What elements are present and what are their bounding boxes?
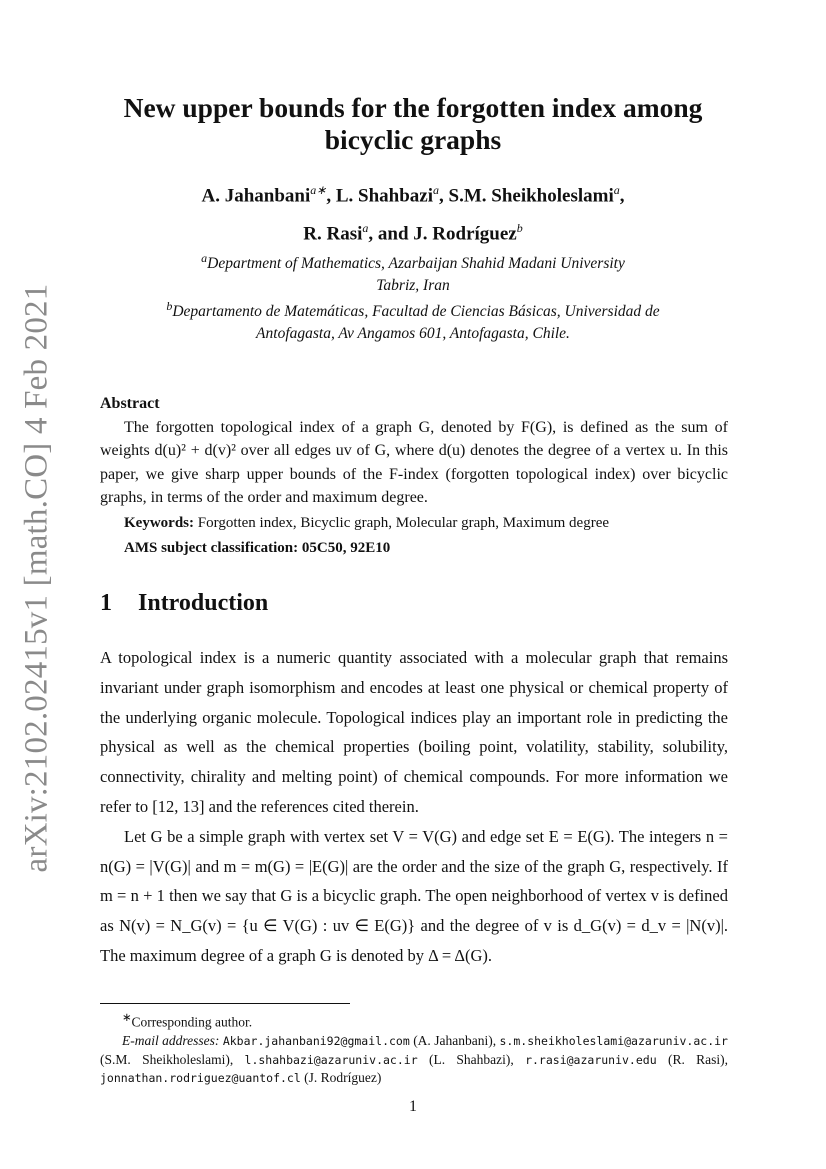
email-link[interactable]: s.m.sheikholeslami@azaruniv.ac.ir <box>499 1034 728 1048</box>
affiliation-a: Department of Mathematics, Azarbaijan Shahid Madani University <box>207 255 625 273</box>
body-text <box>100 643 728 971</box>
email-addresses <box>100 1032 728 1088</box>
page-number: 1 <box>409 1098 417 1115</box>
abstract <box>100 392 728 561</box>
footnote-mark: ∗ <box>122 1012 132 1024</box>
keywords-label: Keywords: <box>124 514 194 531</box>
email-owner: (L. Shahbazi), <box>428 1051 514 1067</box>
affiliations <box>100 248 726 344</box>
ams-classification <box>124 537 728 561</box>
section-heading <box>100 590 268 617</box>
affiliation-a-city: Tabriz, Iran <box>376 276 450 294</box>
author-name: R. Rasi <box>303 223 363 245</box>
email-link[interactable]: Akbar.jahanbani92@gmail.com <box>222 1034 410 1048</box>
affiliation-b: Departamento de Matemáticas, Facultad de Ciencias Básicas, Universidad de <box>172 303 660 321</box>
email-owner: (A. Jahanbani), <box>413 1033 497 1048</box>
paper-title: New upper bounds for the forgotten index among bicyclic graphs <box>123 92 703 155</box>
author-name: A. Jahanbani <box>201 185 311 207</box>
paragraph: Let G be a simple graph with vertex set V = V(G) and edge set E = E(G). The integers n = n(G) = |V(G)| and m = m(G) = |E(G)| are the order and the size of the graph G, respectively. If m = n + 1 then we say that G is a bicyclic graph. The open neighborhood of vertex v is defined as N(v) = N_G(v) = {u ∈ V(G) : uv ∈ E(G)} and the degree of v is d_G(v) = d_v = |N(v)|. The maximum degree of a graph G is denoted by Δ = Δ(G). <box>100 826 728 965</box>
affil-mark: b <box>166 299 173 314</box>
author-conjunction: and <box>377 223 409 245</box>
author-name: J. Rodríguez <box>413 223 517 245</box>
email-label: E-mail addresses: <box>122 1033 220 1048</box>
arxiv-stamp <box>18 0 56 1169</box>
author-name: S.M. Sheikholeslami <box>448 185 614 207</box>
arxiv-stamp-text: arXiv:2102.02415v1 [math.CO] 4 Feb 2021 <box>18 283 55 873</box>
section-title: Introduction <box>138 590 269 616</box>
paragraph: A topological index is a numeric quantity associated with a molecular graph that remains invariant under graph isomorphism and encodes at least one physical or chemical property of the underlying organic molecule. Topological indices play an important role in predicting the physical as well as the chemical properties (boiling point, volatility, stability, solubility, connectivity, chirality and melting point) of chemical compounds. For more information we refer to [12, 13] and the references cited therein. <box>100 648 728 816</box>
email-owner: (R. Rasi), <box>667 1051 729 1067</box>
abstract-text: The forgotten topological index of a graph G, denoted by F(G), is defined as the sum of weights d(u)² + d(v)² over all edges uv of G, where d(u) denotes the degree of a vertex u. In this paper, we give sharp upper bounds of the F-index (forgotten topological index) over bicyclic graphs, in terms of the order and maximum degree. <box>100 418 728 506</box>
corresponding-author-note: Corresponding author. <box>131 1014 253 1030</box>
author-affil-mark: a <box>362 221 369 236</box>
author-affil-mark: a <box>433 183 439 197</box>
abstract-heading: Abstract <box>100 395 160 412</box>
keywords <box>124 512 728 536</box>
ams-codes: 05C50, 92E10 <box>301 540 391 556</box>
author-affil-mark: a∗ <box>310 183 327 197</box>
email-link[interactable]: jonnathan.rodriguez@uantof.cl <box>100 1071 301 1085</box>
author-list: A. Jahanbani$^{a∗}$, L. Shahbazi$^a$, S.M. Sheikholeslami$^a$, R. Rasi$^a$, and J. Rodríguez$^b$ <box>201 183 625 245</box>
author-affil-mark: b <box>516 221 523 236</box>
affil-mark: a <box>201 251 208 265</box>
affiliation-b-address: Antofagasta, Av Angamos 601, Antofagasta, Chile. <box>256 324 570 342</box>
email-link[interactable]: l.shahbazi@azaruniv.ac.ir <box>244 1052 418 1067</box>
email-owner: (S.M. Sheikholeslami), <box>100 1051 234 1067</box>
footnotes <box>100 1009 728 1088</box>
footnote-rule <box>100 1003 350 1004</box>
email-owner: (J. Rodríguez) <box>304 1070 382 1085</box>
ams-label: AMS subject classification: <box>124 540 299 556</box>
email-link[interactable]: r.rasi@azaruniv.edu <box>525 1052 657 1067</box>
author-name: L. Shahbazi <box>335 185 433 207</box>
keywords-list: Forgotten index, Bicyclic graph, Molecular graph, Maximum degree <box>197 514 610 531</box>
author-affil-mark: a <box>613 183 620 197</box>
section-number: 1 <box>100 590 112 616</box>
